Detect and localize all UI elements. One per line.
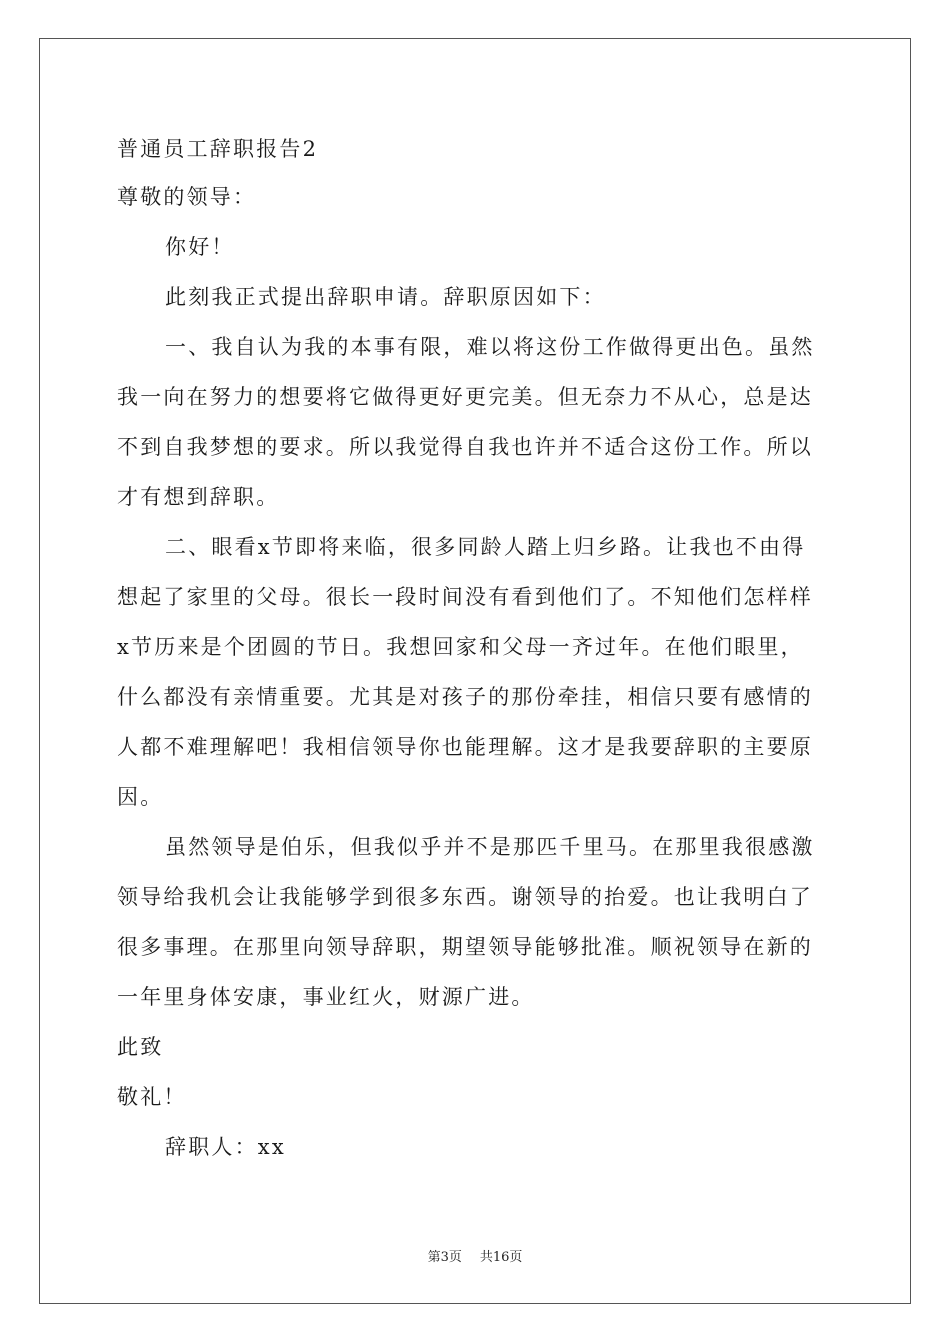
document-body xyxy=(117,126,837,1172)
body-line: 二、眼看x节即将来临，很多同龄人踏上归乡路。让我也不由得 xyxy=(165,535,806,559)
body-line: 一年里身体安康，事业红火，财源广进。 xyxy=(117,985,535,1009)
document-title: 普通员工辞职报告2 xyxy=(117,137,319,161)
body-line: 才有想到辞职。 xyxy=(117,485,280,509)
signature: 辞职人：xx xyxy=(165,1135,286,1159)
salutation: 尊敬的领导： xyxy=(117,185,257,209)
body-line: 想起了家里的父母。很长一段时间没有看到他们了。不知他们怎样样 xyxy=(117,585,813,609)
body-line: 我一向在努力的想要将它做得更好更完美。但无奈力不从心，总是达 xyxy=(117,385,813,409)
body-line: 人都不难理解吧！我相信领导你也能理解。这才是我要辞职的主要原 xyxy=(117,735,813,759)
page-total: 共16页 xyxy=(479,1250,523,1265)
page-footer xyxy=(0,1246,950,1265)
greeting: 你好！ xyxy=(165,235,235,259)
body-line: 不到自我梦想的要求。所以我觉得自我也许并不适合这份工作。所以 xyxy=(117,435,813,459)
body-line: 一、我自认为我的本事有限，难以将这份工作做得更出色。虽然 xyxy=(165,335,815,359)
body-line: 此刻我正式提出辞职申请。辞职原因如下： xyxy=(165,285,606,309)
closing-line-2: 敬礼！ xyxy=(117,1085,187,1109)
closing-line-1: 此致 xyxy=(117,1035,164,1059)
body-line: x节历来是个团圆的节日。我想回家和父母一齐过年。在他们眼里， xyxy=(117,635,804,659)
body-line: 领导给我机会让我能够学到很多东西。谢领导的抬爱。也让我明白了 xyxy=(117,885,813,909)
body-line: 什么都没有亲情重要。尤其是对孩子的那份牵挂，相信只要有感情的 xyxy=(117,685,813,709)
body-line: 虽然领导是伯乐，但我似乎并不是那匹千里马。在那里我很感激 xyxy=(165,835,815,859)
page-number: 第3页 xyxy=(427,1250,462,1265)
body-line: 因。 xyxy=(117,785,164,809)
body-line: 很多事理。在那里向领导辞职，期望领导能够批准。顺祝领导在新的 xyxy=(117,935,813,959)
